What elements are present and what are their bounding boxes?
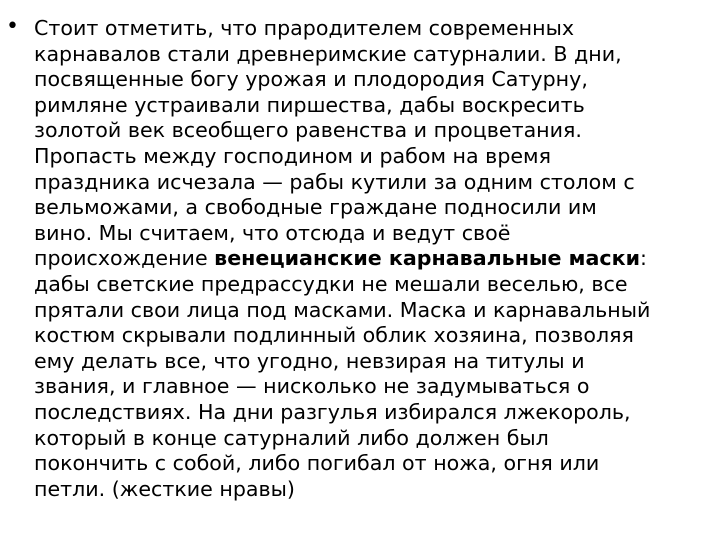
text-line: золотой век всеобщего равенства и процветания. <box>34 118 582 143</box>
text-line: вельможами, а свободные граждане подносили им <box>34 195 597 220</box>
text-line: дабы светские предрассудки не мешали веселью, все <box>34 271 628 296</box>
text-line: костюм скрывали подлинный облик хозяина, позволяя <box>34 323 634 348</box>
text-line: звания, и главное — нисколько не задумываться о <box>34 374 590 399</box>
text-line-with-emphasis <box>34 246 718 272</box>
text-line: ему делать все, что угодно, невзирая на титулы и <box>34 348 585 373</box>
text-segment: происхождение <box>34 246 215 271</box>
text-line: покончить с собой, либо погибал от ножа, огня или <box>34 451 600 476</box>
text-segment: : <box>640 246 647 271</box>
text-line: последствиях. На дни разгулья избирался лжекороль, <box>34 399 631 424</box>
text-line: петли. (жесткие нравы) <box>34 476 295 501</box>
bullet-marker: • <box>6 14 19 39</box>
body-paragraph <box>34 16 718 502</box>
text-line: прятали свои лица под масками. Маска и карнавальный <box>34 297 651 322</box>
text-line: Стоит отметить, что прародителем современных <box>34 16 575 40</box>
text-line: который в конце сатурналий либо должен был <box>34 425 549 450</box>
emphasized-phrase: венецианские карнавальные маски <box>214 246 641 271</box>
text-line: праздника исчезала — рабы кутили за одним столом с <box>34 169 635 194</box>
text-line: римляне устраивали пиршества, дабы воскресить <box>34 92 585 117</box>
text-line: Пропасть между господином и рабом на время <box>34 143 551 168</box>
text-line: посвященные богу урожая и плодородия Сатурну, <box>34 67 588 92</box>
text-line: карнавалов стали древнеримские сатурналии. В дни, <box>34 41 622 66</box>
text-line: вино. Мы считаем, что отсюда и ведут своё <box>34 220 511 245</box>
